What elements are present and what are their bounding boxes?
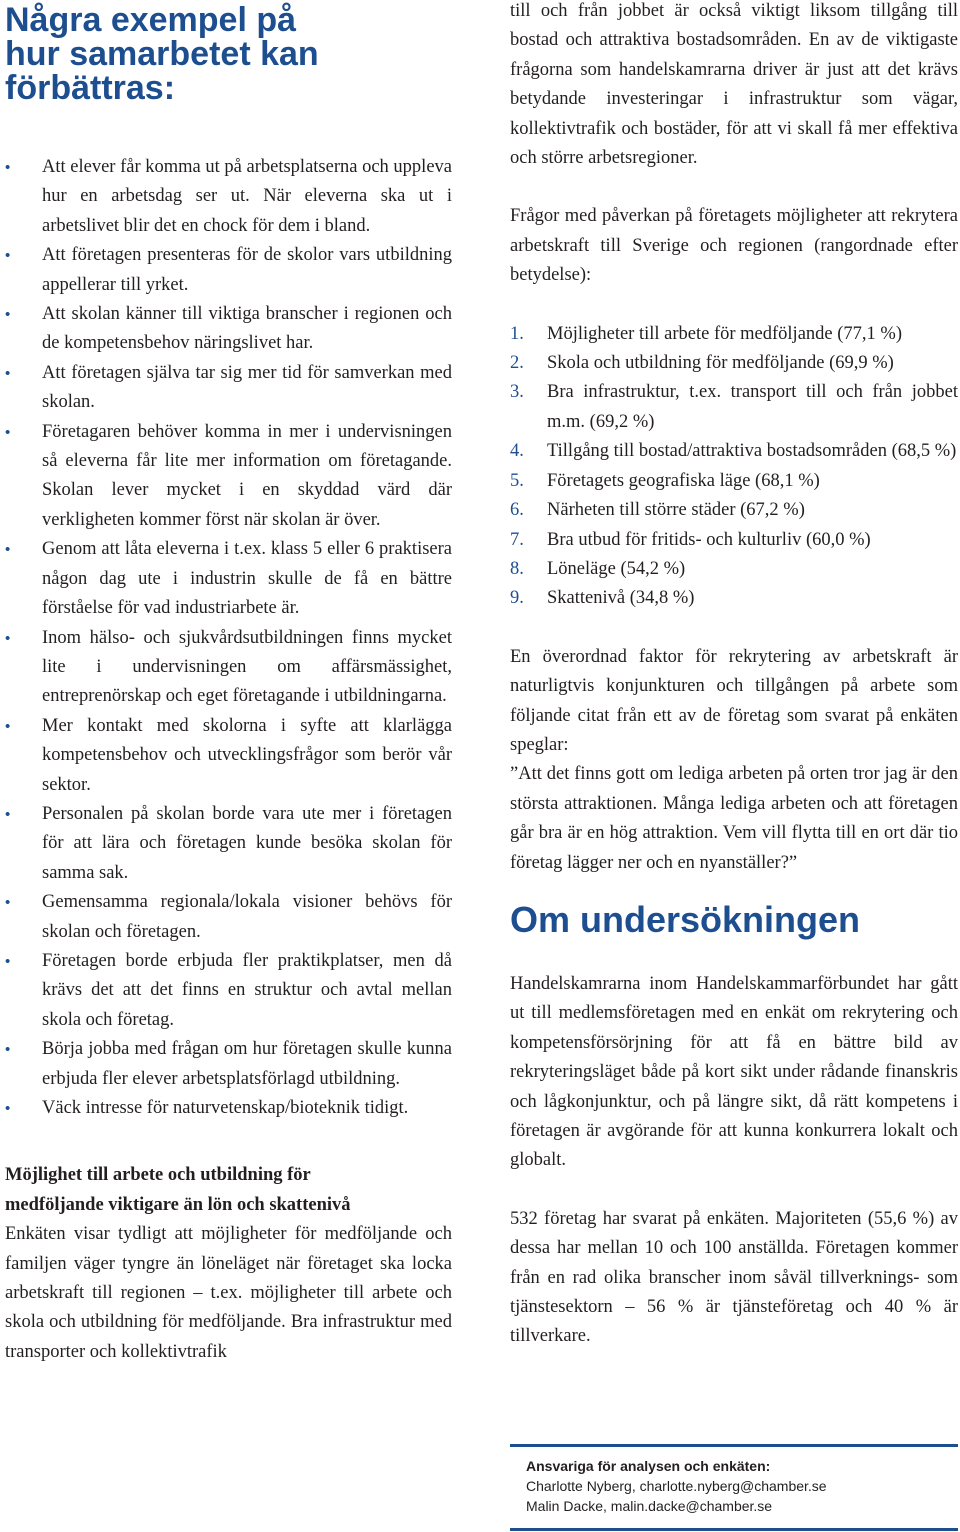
bullet-icon: • bbox=[5, 1041, 11, 1059]
subheading: Möjlighet till arbete och utbildning för medföljande viktigare än lön och skattenivå bbox=[5, 1165, 351, 1215]
bullet-icon: • bbox=[5, 423, 11, 441]
bullet-icon: • bbox=[5, 247, 11, 265]
list-item: 8. Löneläge (54,2 %) bbox=[510, 558, 686, 579]
bullet-icon: • bbox=[5, 159, 11, 176]
list-item: 4. Tillgång till bostad/attraktiva bostadsområden (68,5 %) bbox=[510, 441, 957, 462]
contact-box bbox=[510, 1444, 958, 1531]
factor-paragraph: En överordnad faktor för rekrytering av arbetskraft är naturligtvis konjunkturen och tillgången på arbete som följande citat från ett av de företag som svarat på enkäten speglar: bbox=[510, 646, 958, 755]
main-heading: Några exempel på hur samarbetet kan förbättras: bbox=[5, 1, 319, 107]
bullet-icon: • bbox=[5, 952, 11, 970]
list-item: 2. Skola och utbildning för medföljande (69,9 %) bbox=[510, 353, 894, 374]
ranked-factors-list bbox=[510, 320, 958, 614]
list-item: • Att företagen själva tar sig mer tid för samverkan med skolan. bbox=[5, 359, 452, 418]
bullet-icon: • bbox=[5, 717, 11, 735]
list-item: 9. Skattenivå (34,8 %) bbox=[510, 588, 695, 609]
list-item: • Inom hälso- och sjukvårdsutbildningen finns mycket lite i undervisningen om affärsmässighet, entreprenörskap och eget företagande i utbildningarna. bbox=[5, 624, 452, 712]
list-item: 7. Bra utbud för fritids- och kulturliv (60,0 %) bbox=[510, 529, 871, 550]
list-item: • Att företagen presenteras för de skolor vars utbildning appellerar till yrket. bbox=[5, 241, 452, 300]
list-item: • Att skolan känner till viktiga branscher i regionen och de kompetensbehov näringslivet har. bbox=[5, 300, 452, 359]
contact-line: Malin Dacke, malin.dacke@chamber.se bbox=[526, 1498, 773, 1514]
list-item: • Genom att låta eleverna i t.ex. klass 5 eller 6 praktisera någon dag ute i industrin skulle de få en bättre förståelse för vad industriarbete är. bbox=[5, 535, 452, 623]
list-item: • Att elever får komma ut på arbetsplatserna och uppleva hur en arbetsdag ser ut. När eleverna ska ut i arbetslivet blir det en chock för dem i bland. bbox=[5, 153, 452, 241]
right-column bbox=[510, 0, 958, 1352]
bullet-icon: • bbox=[5, 805, 11, 823]
left-column bbox=[5, 0, 452, 1367]
list-item: • Personalen på skolan borde vara ute mer i företagen för att lära och företagen kunde besöka skolan för samma sak. bbox=[5, 800, 452, 888]
bullet-icon: • bbox=[5, 541, 11, 559]
bullet-icon: • bbox=[5, 306, 11, 324]
list-item: • Börja jobba med frågan om hur företagen skulle kunna erbjuda fler elever arbetsplatsförlagd utbildning. bbox=[5, 1035, 452, 1094]
question-paragraph: Frågor med påverkan på företagets möjligheter att rekrytera arbetskraft till Sverige och regionen (rangordnade efter betydelse): bbox=[510, 206, 958, 286]
list-item: 3. Bra infrastruktur, t.ex. transport till och från jobbet m.m. (69,2 %) bbox=[510, 382, 958, 432]
bullet-icon: • bbox=[5, 894, 11, 912]
list-item: 5. Företagets geografiska läge (68,1 %) bbox=[510, 470, 820, 491]
list-item: • Företagen borde erbjuda fler praktikplatser, men då krävs det att det finns en struktur och avtal mellan skola och företag. bbox=[5, 947, 452, 1035]
quote-paragraph: ”Att det finns gott om lediga arbeten på orten tror jag är den största attraktionen. Många lediga arbeten och att företagen går bra är en hög attraktion. Vem vill flytta till en ort där tio företag lägger ner och en nyanställer?” bbox=[510, 764, 958, 873]
contact-line: Charlotte Nyberg, charlotte.nyberg@chamber.se bbox=[526, 1478, 827, 1494]
continued-paragraph: till och från jobbet är också viktigt liksom tillgång till bostad och attraktiva bostadsområden. En av de viktigaste frågorna som handelskamrarna driver är just att det krävs betydande investeringar i infrastruktur som vägar, kollektivtrafik och bostäder, för att vi skall få mer effektiva och större arbetsregioner. bbox=[510, 1, 958, 169]
bullet-icon: • bbox=[5, 364, 11, 382]
contact-title: Ansvariga för analysen och enkäten: bbox=[526, 1458, 771, 1474]
survey-paragraph: Handelskamrarna inom Handelskammarförbundet har gått ut till medlemsföretagen med en enkät om rekrytering och kompetensförsörjning för att få en bättre bild av rekryteringsläget både på kort sikt under rådande finanskris och lågkonjunktur, och på längre sikt, då rätt kompetens i företagen är avgörande för att kunna konkurrera lokalt och globalt. bbox=[510, 973, 958, 1171]
improvement-list bbox=[5, 153, 452, 1123]
list-item: • Mer kontakt med skolorna i syfte att klarlägga kompetensbehov och utvecklingsfrågor som berör vår sektor. bbox=[5, 712, 452, 800]
list-item: • Gemensamma regionala/lokala visioner behövs för skolan och företagen. bbox=[5, 888, 452, 947]
list-item: 6. Närheten till större städer (67,2 %) bbox=[510, 500, 805, 521]
list-item: 1. Möjligheter till arbete för medföljande (77,1 %) bbox=[510, 323, 902, 344]
list-item: • Väck intresse för naturvetenskap/bioteknik tidigt. bbox=[5, 1094, 452, 1123]
bullet-icon: • bbox=[5, 629, 11, 647]
intro-paragraph: Enkäten visar tydligt att möjligheter för medföljande och familjen väger tyngre än löneläget när företaget ska locka arbetskraft till regionen – t.ex. möjligheter till arbete och skola och utbildning för medföljande. Bra infrastruktur med transporter och kollektivtrafik bbox=[5, 1224, 452, 1362]
stats-paragraph: 532 företag har svarat på enkäten. Majoriteten (55,6 %) av dessa har mellan 10 och 100 anställda. Företagen kommer från en rad olika branscher inom såväl tillverknings- som tjänstesektorn – 56 % är tjänsteföretag och 40 % är tillverkare. bbox=[510, 1208, 958, 1347]
bullet-icon: • bbox=[5, 1100, 11, 1117]
list-item: • Företagaren behöver komma in mer i undervisningen så eleverna får lite mer information om företagande. Skolan lever mycket i en skyddad värd där verkligheten kommer först när skolan är över. bbox=[5, 418, 452, 536]
section-heading: Om undersökningen bbox=[510, 898, 861, 940]
